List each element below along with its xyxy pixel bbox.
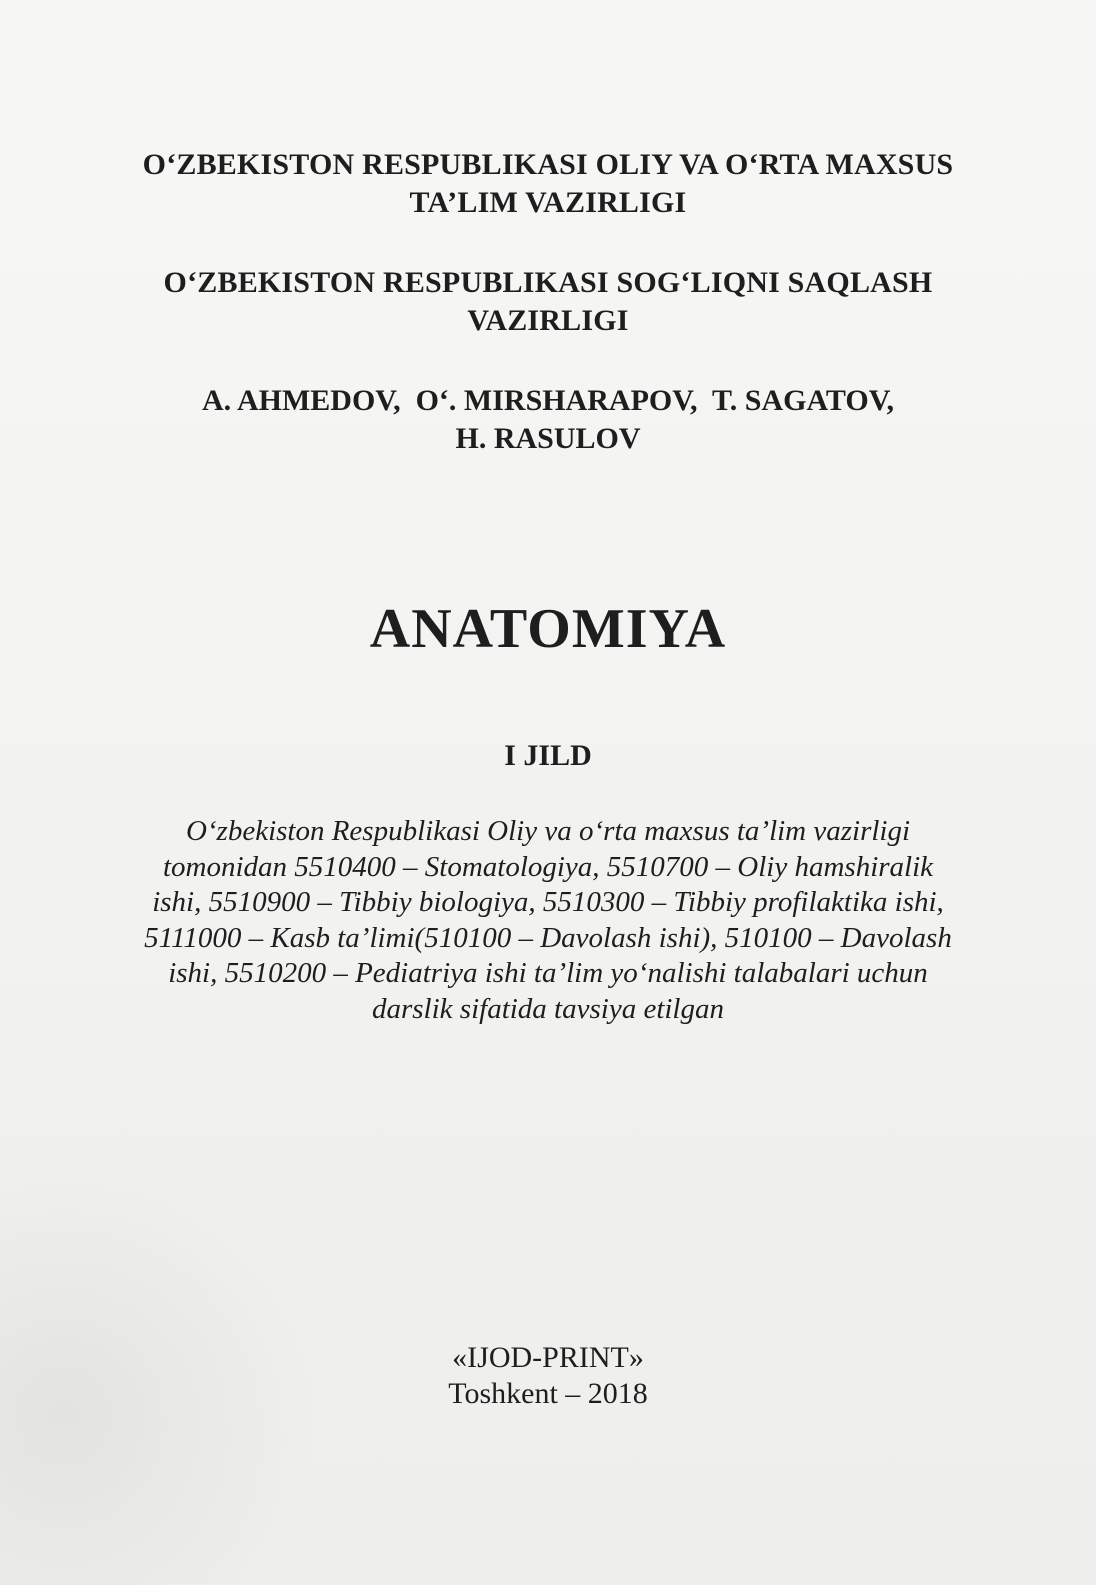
book-title: ANATOMIYA bbox=[369, 598, 727, 660]
description-line-5: ishi, 5510200 – Pediatriya ishi ta’lim yo‘nalishi talabalari uchun bbox=[168, 957, 928, 989]
ministry-education-heading bbox=[0, 146, 1096, 222]
publisher-city-year: Toshkent – 2018 bbox=[448, 1377, 648, 1410]
ministry-education-line-1: O‘ZBEKISTON RESPUBLIKASI OLIY VA O‘RTA MAXSUS bbox=[142, 148, 954, 181]
ministry-health-heading bbox=[0, 264, 1096, 340]
authors-line-2: H. RASULOV bbox=[455, 422, 641, 455]
ministry-health-line-1: O‘ZBEKISTON RESPUBLIKASI SOG‘LIQNI SAQLASH bbox=[163, 266, 933, 299]
authors bbox=[0, 382, 1096, 458]
publisher-info bbox=[0, 1340, 1096, 1412]
description-line-4: 5111000 – Kasb ta’limi(510100 – Davolash ishi), 510100 – Davolash bbox=[144, 921, 952, 954]
description-line-2: tomonidan 5510400 – Stomatologiya, 5510700 – Oliy hamshiralik bbox=[162, 850, 934, 883]
description-line-6: darslik sifatida tavsiya etilgan bbox=[371, 992, 724, 1025]
authors-line-1: A. AHMEDOV, O‘. MIRSHARAPOV, T. SAGATOV, bbox=[201, 384, 895, 417]
description-line-3: ishi, 5510900 – Tibbiy biologiya, 5510300 – Tibbiy profilaktika ishi, bbox=[152, 886, 944, 918]
volume-label: I JILD bbox=[504, 739, 592, 772]
ministry-education-line-2: TA’LIM VAZIRLIGI bbox=[409, 186, 687, 219]
description-line-1: O‘zbekiston Respublikasi Oliy va o‘rta maxsus ta’lim vazirligi bbox=[185, 815, 911, 847]
approval-description bbox=[0, 814, 1096, 1027]
ministry-health-line-2: VAZIRLIGI bbox=[467, 304, 629, 337]
publisher-name: «IJOD-PRINT» bbox=[452, 1341, 644, 1374]
